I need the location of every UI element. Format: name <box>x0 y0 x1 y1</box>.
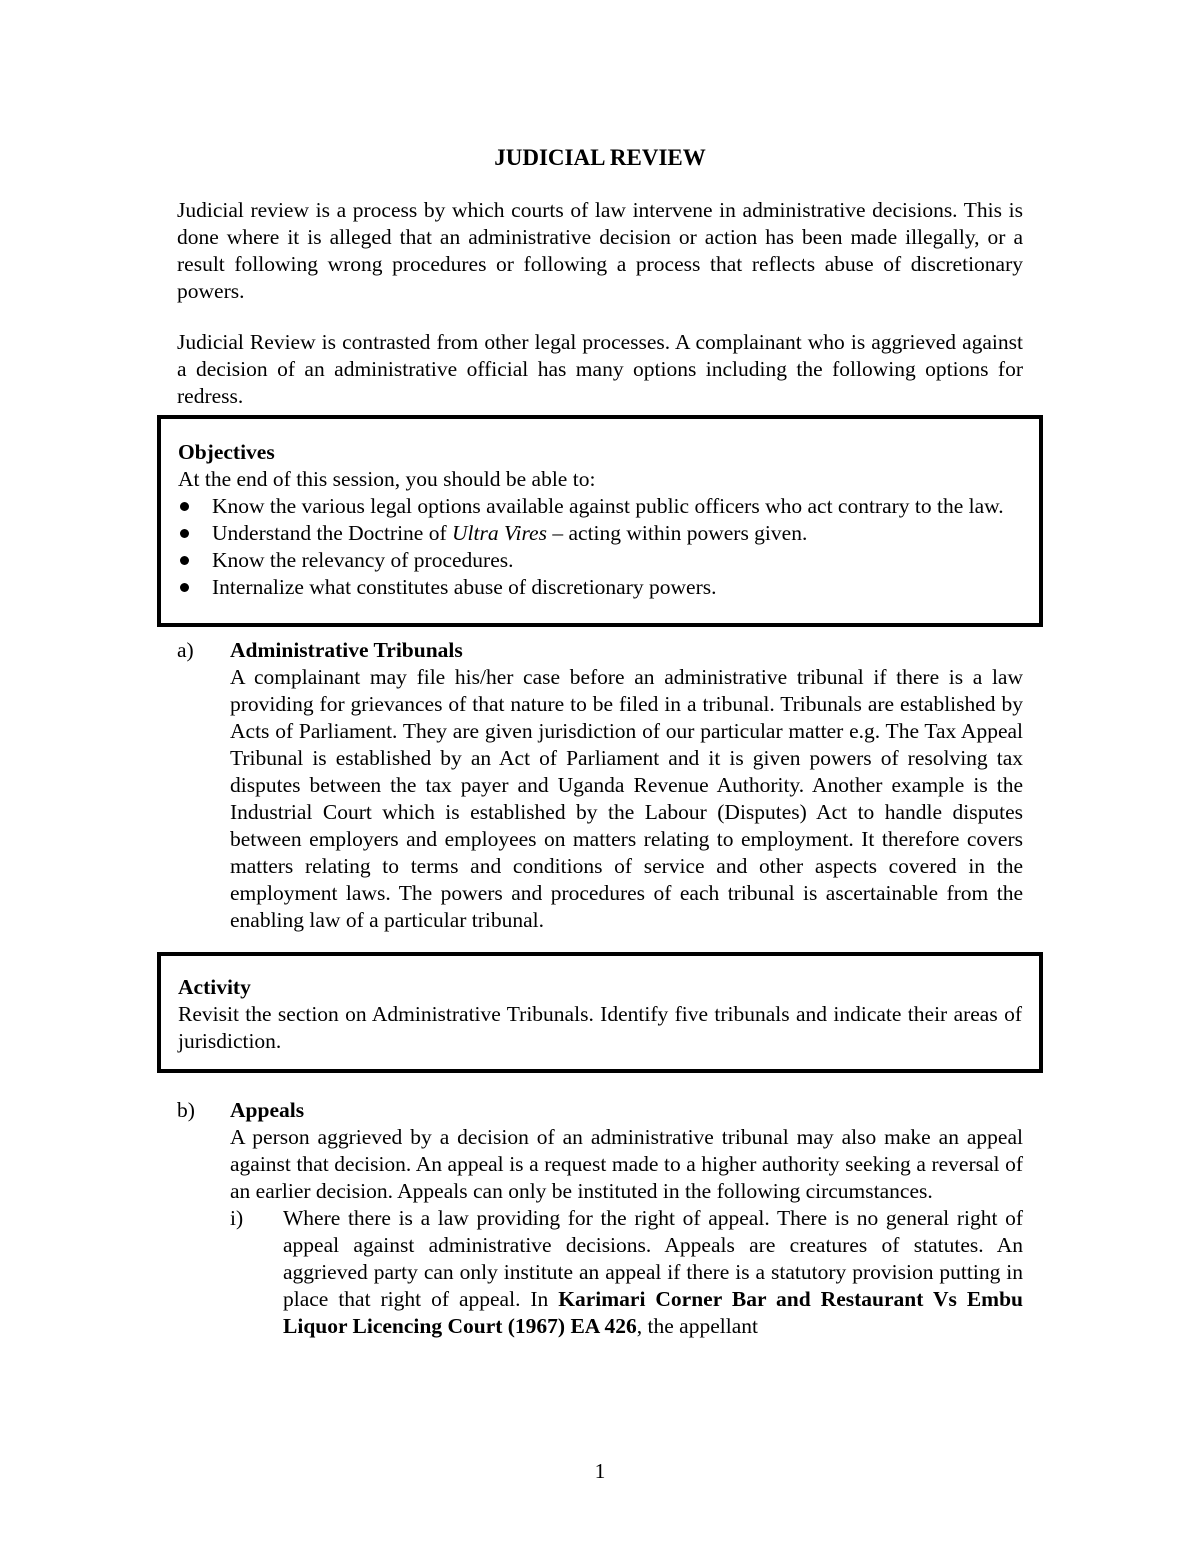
sub-item-text-post: , the appellant <box>636 1314 758 1338</box>
section-marker: a) <box>177 638 194 662</box>
activity-heading: Activity <box>178 975 251 999</box>
page-title: JUDICIAL REVIEW <box>494 145 706 170</box>
objective-text-post: – acting within powers given. <box>546 521 808 545</box>
page-number: 1 <box>594 1459 606 1483</box>
list-item <box>178 574 1022 601</box>
section-title: Appeals <box>230 1098 305 1122</box>
objective-text-pre: Understand the Doctrine of <box>212 521 453 545</box>
intro-paragraph-2: Judicial Review is contrasted from other legal processes. A complainant who is aggrieved against a decision of an administrative official has many options including the following options for redress. <box>177 330 1023 408</box>
section-title: Administrative Tribunals <box>230 638 463 662</box>
section-body: A complainant may file his/her case before an administrative tribunal if there is a law providing for grievances of that nature to be filed in a tribunal. Tribunals are established by Acts of Parliament. They are given jurisdiction of our particular matter e.g. The Tax Appeal Tribunal is established by an Act of Parliament and it is given powers of resolving tax disputes between the tax payer and Uganda Revenue Authority. Another example is the Industrial Court which is established by the Labour (Disputes) Act to handle disputes between employers and employees on matters relating to employment. It therefore covers matters relating to terms and conditions of service and other aspects covered in the employment laws. The powers and procedures of each tribunal is ascertainable from the enabling law of a particular tribunal. <box>230 665 1023 932</box>
objectives-list <box>178 493 1022 601</box>
section-body: A person aggrieved by a decision of an administrative tribunal may also make an appeal against that decision. An appeal is a request made to a higher authority seeking a reversal of an earlier decision. Appeals can only be instituted in the following circumstances. <box>230 1125 1023 1203</box>
objective-text: Internalize what constitutes abuse of discretionary powers. <box>212 575 717 599</box>
section-administrative-tribunals <box>177 637 1023 934</box>
intro-paragraph-1: Judicial review is a process by which courts of law intervene in administrative decisions. This is done where it is alleged that an administrative decision or action has been made illegally, or a result following wrong procedures or following a process that reflects abuse of discretionary powers. <box>177 198 1023 303</box>
section-appeals <box>177 1097 1023 1340</box>
objectives-lead: At the end of this session, you should be able to: <box>178 467 596 491</box>
sub-item-text-pre: Where there is a law providing for the right of appeal. There is no general right of appeal against administrative decisions. Appeals are creatures of statutes. An aggrieved party can only institute an appeal if there is a statutory provision putting in place that right of appeal. In <box>283 1206 1023 1311</box>
objective-text: Know the relevancy of procedures. <box>212 548 514 572</box>
ultra-vires-term: Ultra Vires <box>452 521 547 545</box>
objectives-box <box>157 415 1043 627</box>
list-item <box>178 547 1022 574</box>
case-citation: Karimari Corner Bar and Restaurant Vs Embu Liquor Licencing Court (1967) EA 426 <box>283 1287 1023 1338</box>
list-item <box>178 520 1022 547</box>
activity-text: Revisit the section on Administrative Tribunals. Identify five tribunals and indicate their areas of jurisdiction. <box>178 1002 1022 1053</box>
sub-item-marker: i) <box>230 1206 244 1230</box>
activity-box <box>157 952 1043 1073</box>
list-item <box>178 493 1022 520</box>
objectives-heading: Objectives <box>178 440 275 464</box>
document-page <box>177 140 1023 1340</box>
sub-item-i <box>230 1205 1023 1340</box>
section-marker: b) <box>177 1098 195 1122</box>
objective-text: Know the various legal options available against public officers who act contrary to the law. <box>212 494 1004 518</box>
